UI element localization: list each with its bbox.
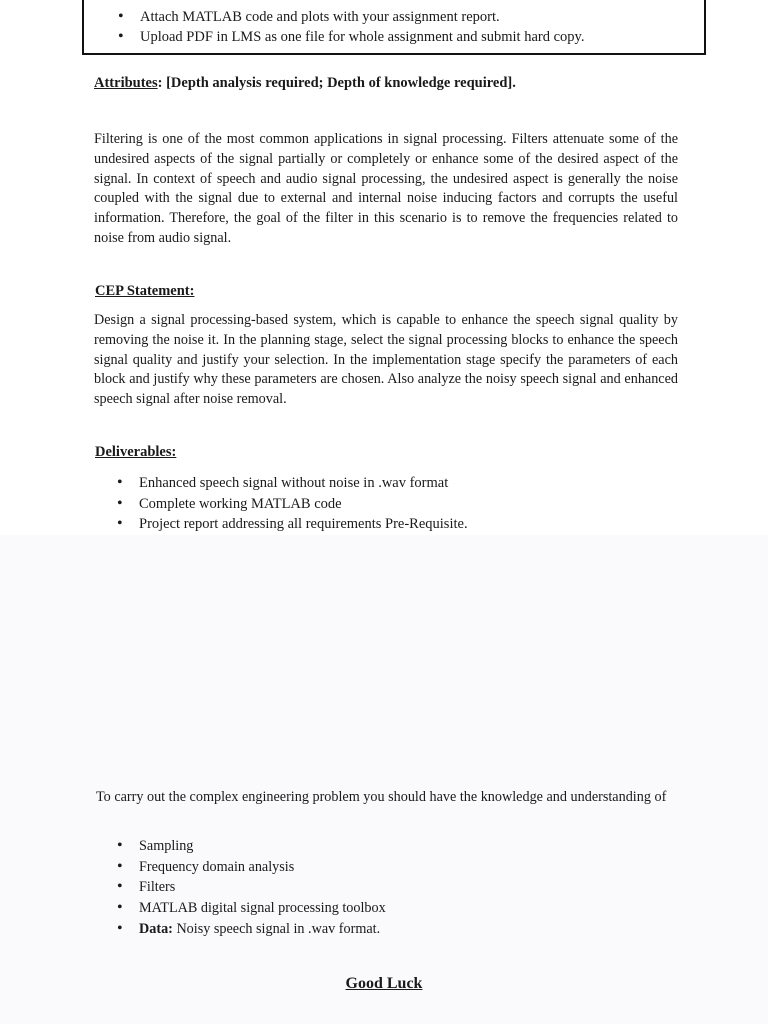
data-text: Noisy speech signal in .wav format. (172, 920, 381, 937)
deliverables-list (117, 473, 468, 535)
list-item-data (117, 919, 386, 940)
list-item: • Filters (117, 877, 386, 898)
attributes-line (94, 75, 516, 92)
data-label: Data: (139, 920, 173, 937)
deliverables-heading: Deliverables: (95, 444, 177, 460)
list-item: • Frequency domain analysis (117, 857, 386, 878)
list-item: • MATLAB digital signal processing toolbox (117, 898, 386, 919)
closing-text: Good Luck (345, 975, 423, 992)
attributes-text: : [Depth analysis required; Depth of knowledge required]. (157, 75, 516, 91)
list-item: • Sampling (117, 836, 386, 857)
submission-notes-box (82, 0, 706, 55)
submission-notes-list (118, 7, 584, 47)
knowledge-list (117, 836, 386, 940)
list-item: • Upload PDF in LMS as one file for whole assignment and submit hard copy. (118, 27, 584, 47)
list-item: • Enhanced speech signal without noise in .wav format (117, 473, 468, 494)
intro-paragraph: Filtering is one of the most common applications in signal processing. Filters attenuate some of the undesired aspects of the signal partially or completely or enhance some of the desired aspect of the signal. In context of speech and audio signal processing, the undesired aspect is generally the noise coupled with the signal due to external and internal noise inducing factors and corrupts the useful information. Therefore, the goal of the filter in this scenario is to remove the frequencies related to noise from audio signal. (94, 131, 678, 246)
list-item: • Complete working MATLAB code (117, 494, 468, 515)
cep-heading: CEP Statement: (95, 283, 195, 299)
knowledge-intro: To carry out the complex engineering problem you should have the knowledge and understanding of (96, 789, 667, 805)
cep-statement: Design a signal processing-based system, which is capable to enhance the speech signal quality by removing the noise it. In the planning stage, select the signal processing blocks to enhance the speech signal quality and justify your selection. In the implementation stage specify the parameters of each block and justify why these parameters are chosen. Also analyze the noisy speech signal and enhanced speech signal after noise removal. (94, 312, 678, 408)
list-item: • Attach MATLAB code and plots with your assignment report. (118, 7, 584, 27)
list-item: • Project report addressing all requirements Pre-Requisite. (117, 514, 468, 535)
lower-section-background (0, 535, 768, 1024)
attributes-label: Attributes (94, 75, 158, 91)
